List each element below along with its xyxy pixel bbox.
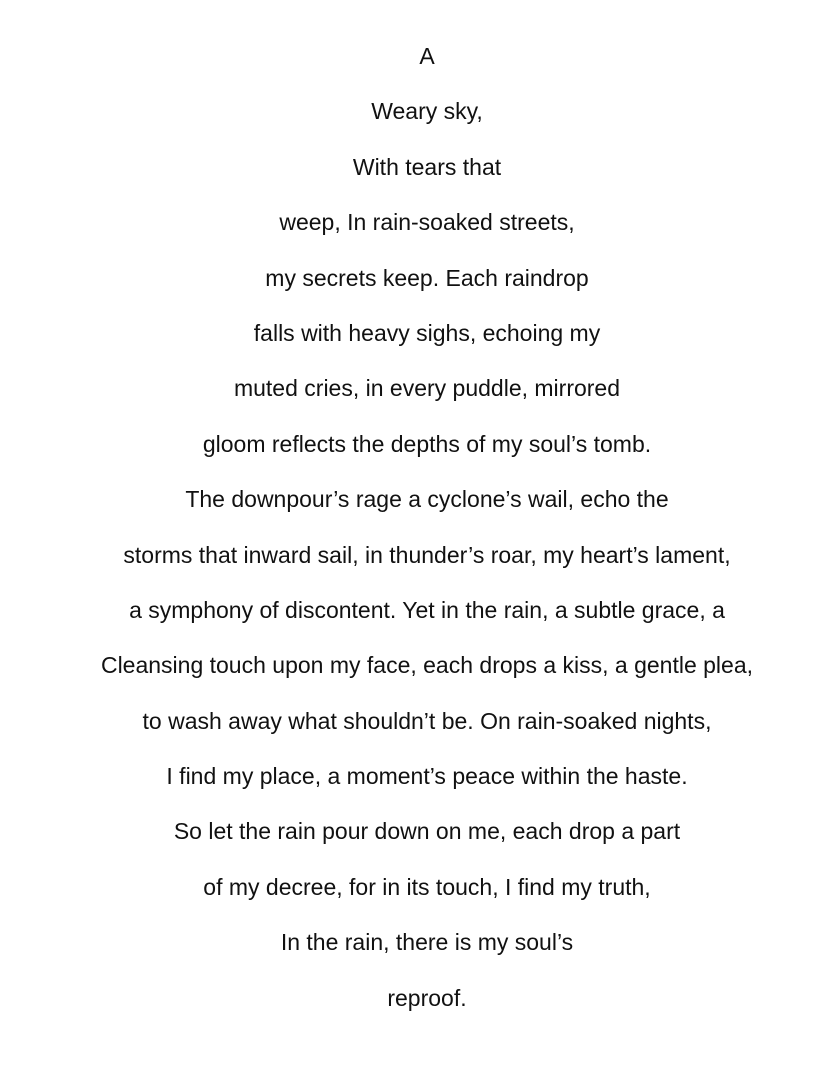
poem-line: Cleansing touch upon my face, each drops a kiss, a gentle plea, [100, 652, 754, 679]
poem-line: a symphony of discontent. Yet in the rain, a subtle grace, a [129, 596, 725, 623]
poem-line: storms that inward sail, in thunder’s roar, my heart’s lament, [123, 541, 731, 568]
poem-body [0, 38, 814, 1035]
poem-line: In the rain, there is my soul’s [280, 929, 574, 956]
poem-line: falls with heavy sighs, echoing my [253, 319, 601, 346]
poem-line: I find my place, a moment’s peace within the haste. [166, 763, 688, 790]
poem-line: to wash away what shouldn’t be. On rain-soaked nights, [142, 707, 712, 734]
poem-line: weep, In rain-soaked streets, [279, 209, 575, 236]
poem-line: With tears that [352, 153, 502, 180]
poem-line: of my decree, for in its touch, I find my truth, [203, 873, 651, 900]
poem-line: reproof. [387, 984, 467, 1011]
poem-line: A [419, 43, 435, 69]
poem-line: muted cries, in every puddle, mirrored [233, 375, 621, 402]
poem-line: gloom reflects the depths of my soul’s tomb. [202, 430, 652, 457]
poem-line: So let the rain pour down on me, each drop a part [173, 818, 681, 845]
poem-line: my secrets keep. Each raindrop [265, 264, 589, 291]
poem-line: The downpour’s rage a cyclone’s wail, echo the [185, 486, 669, 513]
poem-line: Weary sky, [371, 98, 483, 125]
